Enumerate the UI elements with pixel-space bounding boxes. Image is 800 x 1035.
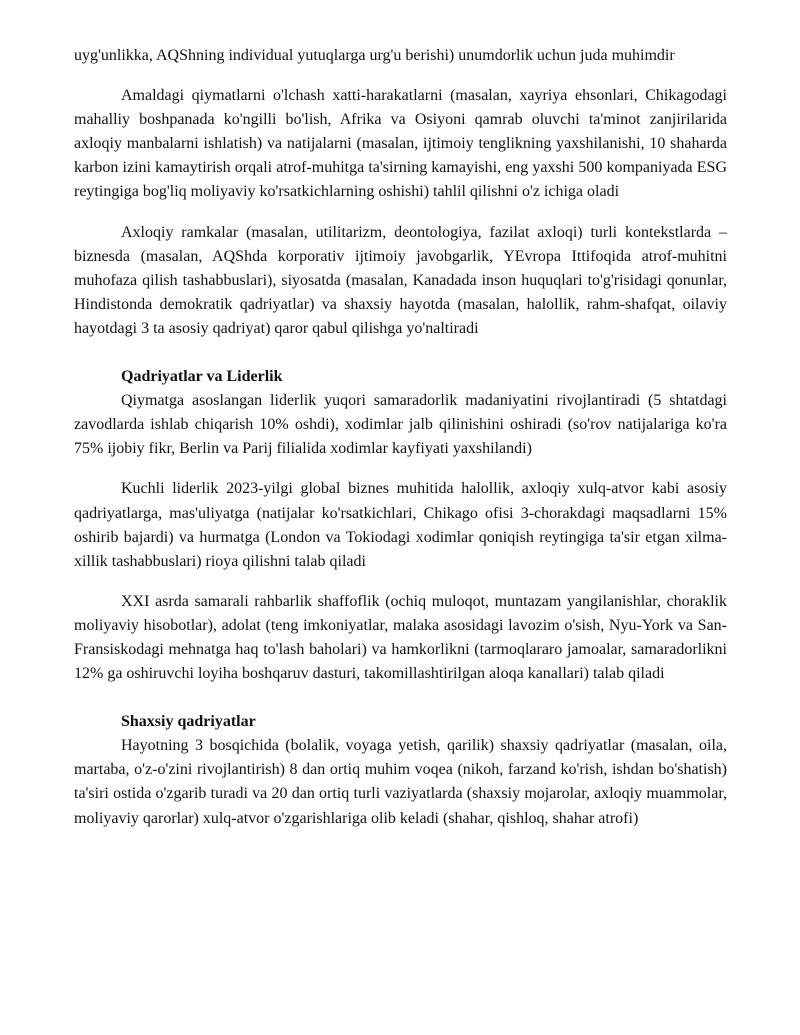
paragraph-life-stages: Hayotning 3 bosqichida (bolalik, voyaga yetish, qarilik) shaxsiy qadriyatlar (masalan, oila, martaba, o'z-o'zini rivojlantirish) 8 dan ortiq muhim voqea (nikoh, farzand ko'rish, ishdan bo'shatish) ta'siri ostida o'zgarib turadi va 20 dan ortiq turli vaziyatlarda (shaxsiy mojarolar, axloqiy muammolar, moliyaviy qarorlar) xulq-atvor o'zgarishlariga olib keladi (shahar, qishloq, shahar atrofi) bbox=[74, 737, 727, 827]
paragraph-continuation: uyg'unlikka, AQShning individual yutuqlarga urg'u berishi) unumdorlik uchun juda muhimdir bbox=[74, 47, 675, 64]
paragraph-effective-management: XXI asrda samarali rahbarlik shaffoflik (ochiq muloqot, muntazam yangilanishlar, choraklik moliyaviy hisobotlar), adolat (teng imkoniyatlar, malaka asosidagi lavozim o'sish, Nyu-York va San-Fransiskodagi mehnatga haq to'lash baholari) va hamkorlikni (tarmoqlararo jamoalar, samaradorlikni 12% ga oshiruvchi loyiha boshqaruv dasturi, takomillashtirilgan aloqa kanallari) talab qiladi bbox=[74, 592, 727, 683]
paragraph-strong-leadership: Kuchli liderlik 2023-yilgi global biznes muhitida halollik, axloqiy xulq-atvor kabi asosiy qadriyatlarga, mas'uliyatga (natijalar ko'rsatkichlari, Chikago ofisi 3-chorakdagi maqsadlarni 15% oshirib bajardi) va hurmatga (London va Tokiodagi xodimlar qoniqish reytingiga ta'sir etgan xilma-xillik tashabbuslari) rioya qilishni talab qiladi bbox=[74, 480, 727, 570]
paragraph-ethical-frameworks: Axloqiy ramkalar (masalan, utilitarizm, deontologiya, fazilat axloqi) turli kontekstlarda – biznesda (masalan, AQShda korporativ ijtimoiy javobgarlik, YEvropa Ittifoqida atrof-muhitni muhofaza qilish tashabbuslari), siyosatda (masalan, Kanadada inson huquqlari to'g'risidagi qonunlar, Hindistonda demokratik qadriyatlar) va shaxsiy hayotda (masalan, halollik, rahm-shafqat, oilaviy hayotdagi 3 ta asosiy qadriyat) qaror qabul qilishga yo'naltiradi bbox=[74, 223, 727, 337]
document-page bbox=[74, 44, 727, 831]
section-heading-values-leadership: Qadriyatlar va Liderlik bbox=[121, 368, 283, 386]
paragraph-value-based-leadership: Qiymatga asoslangan liderlik yuqori samaradorlik madaniyatini rivojlantiradi (5 shtatdagi zavodlarda ishlab chiqarish 10% oshdi), xodimlar jalb qilinishini oshiradi (so'rov natijalariga ko'ra 75% ijobiy fikr, Berlin va Parij filialida xodimlar kayfiyati yaxshilandi) bbox=[74, 392, 727, 458]
paragraph-measuring-values: Amaldagi qiymatlarni o'lchash xatti-harakatlarni (masalan, xayriya ehsonlari, Chikagodagi mahalliy boshpanada ko'ngilli bo'lish, Afrika va Osiyoni qamrab oluvchi ta'minot zanjirilarida axloqiy manbalarni ishlatish) va natijalarni (masalan, ijtimoiy tenglikning yaxshilanishi, 10 shaharda karbon izini kamaytirish orqali atrof-muhitga ta'sirning kamayishi, eng yaxshi 500 kompaniyada ESG reytingiga bog'liq moliyaviy ko'rsatkichlarning oshishi) tahlil qilishni o'z ichiga oladi bbox=[74, 87, 727, 201]
section-heading-personal-values: Shaxsiy qadriyatlar bbox=[121, 713, 256, 731]
